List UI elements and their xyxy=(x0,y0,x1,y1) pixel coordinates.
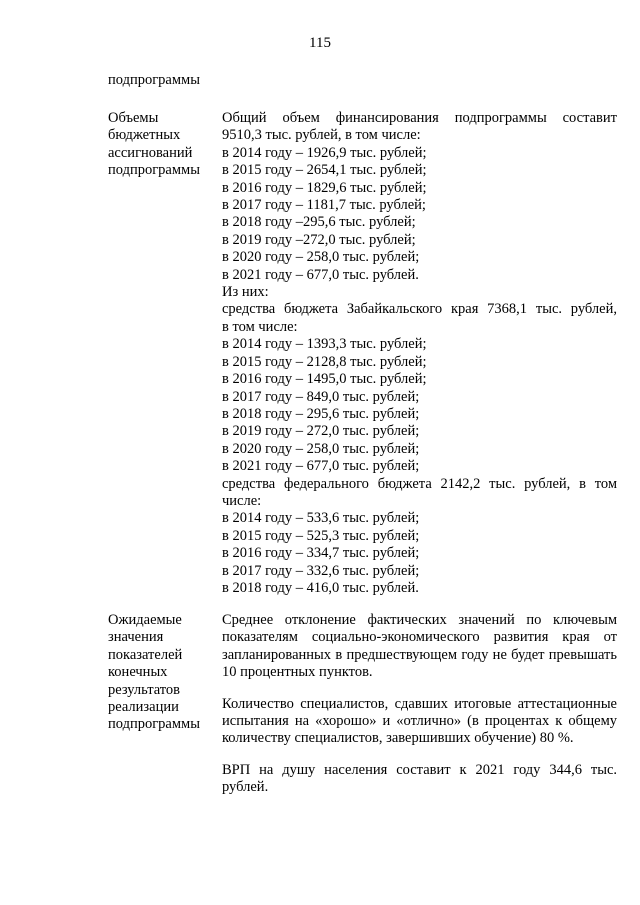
funding-total: 9510,3 тыс. рублей, в том числе: xyxy=(222,127,421,144)
year-line: в 2017 году – 849,0 тыс. рублей; xyxy=(222,388,420,405)
federal-budget-line: средства федерального бюджета 2142,2 тыс. рублей, в том xyxy=(222,475,617,492)
funding-content xyxy=(222,110,617,597)
year-line: в 2020 году – 258,0 тыс. рублей; xyxy=(222,249,420,266)
label-line: значения xyxy=(108,629,164,646)
year-line: в 2018 году – 416,0 тыс. рублей. xyxy=(222,579,419,596)
result-paragraph: Количество специалистов, сдавших итоговые аттестационные испытания на «хорошо» и «отлично» (в процентах к общему количеству специалистов, завершивших обучение) 80 %. xyxy=(222,695,617,747)
year-line: в 2014 году – 1393,3 тыс. рублей; xyxy=(222,336,427,353)
regional-budget-line: средства бюджета Забайкальского края 7368,1 тыс. рублей, xyxy=(222,301,617,318)
result-paragraph: ВРП на душу населения составит к 2021 году 344,6 тыс. рублей. xyxy=(222,761,617,796)
label-line: подпрограммы xyxy=(108,716,200,733)
year-line: в 2015 году – 2128,8 тыс. рублей; xyxy=(222,353,427,370)
year-line: в 2019 году – 272,0 тыс. рублей; xyxy=(222,423,420,440)
label-line: реализации xyxy=(108,699,179,716)
year-line: в 2019 году –272,0 тыс. рублей; xyxy=(222,231,416,248)
label-line: конечных xyxy=(108,664,168,681)
year-line: в 2015 году – 2654,1 тыс. рублей; xyxy=(222,162,427,179)
federal-budget-line: числе: xyxy=(222,492,262,509)
regional-budget-line: в том числе: xyxy=(222,318,298,335)
of-which-label: Из них: xyxy=(222,284,269,301)
year-line: в 2016 году – 1495,0 тыс. рублей; xyxy=(222,371,427,388)
results-label xyxy=(108,612,213,734)
year-line: в 2014 году – 533,6 тыс. рублей; xyxy=(222,510,420,527)
label-line: Объемы xyxy=(108,110,159,126)
year-line: в 2021 году – 677,0 тыс. рублей. xyxy=(222,266,419,283)
year-line: в 2016 году – 1829,6 тыс. рублей; xyxy=(222,179,427,196)
label-line: показателей xyxy=(108,646,183,663)
federal-years-list xyxy=(222,510,617,597)
label-line: Ожидаемые xyxy=(108,612,182,628)
label-line: ассигнований xyxy=(108,144,193,161)
funding-intro: Общий объем финансирования подпрограммы составит xyxy=(222,110,617,126)
year-line: в 2020 году – 258,0 тыс. рублей; xyxy=(222,440,420,457)
label-line: результатов xyxy=(108,681,181,698)
year-line: в 2017 году – 1181,7 тыс. рублей; xyxy=(222,197,426,214)
continued-label: подпрограммы xyxy=(108,72,200,88)
funding-label xyxy=(108,110,213,180)
year-line: в 2014 году – 1926,9 тыс. рублей; xyxy=(222,144,427,161)
label-line: бюджетных xyxy=(108,127,181,144)
year-line: в 2016 году – 334,7 тыс. рублей; xyxy=(222,545,420,562)
result-paragraph: Среднее отклонение фактических значений по ключевым показателям социально-экономического развития края от запланированных в предшествующем году не будет превышать 10 процентных пунктов. xyxy=(222,612,617,681)
total-years-list xyxy=(222,145,617,284)
label-line: подпрограммы xyxy=(108,162,200,179)
results-content xyxy=(222,612,617,797)
year-line: в 2017 году – 332,6 тыс. рублей; xyxy=(222,562,420,579)
year-line: в 2018 году – 295,6 тыс. рублей; xyxy=(222,405,420,422)
page-number: 115 xyxy=(309,35,331,51)
year-line: в 2015 году – 525,3 тыс. рублей; xyxy=(222,527,420,544)
regional-years-list xyxy=(222,336,617,475)
year-line: в 2018 году –295,6 тыс. рублей; xyxy=(222,214,416,231)
year-line: в 2021 году – 677,0 тыс. рублей; xyxy=(222,458,420,475)
